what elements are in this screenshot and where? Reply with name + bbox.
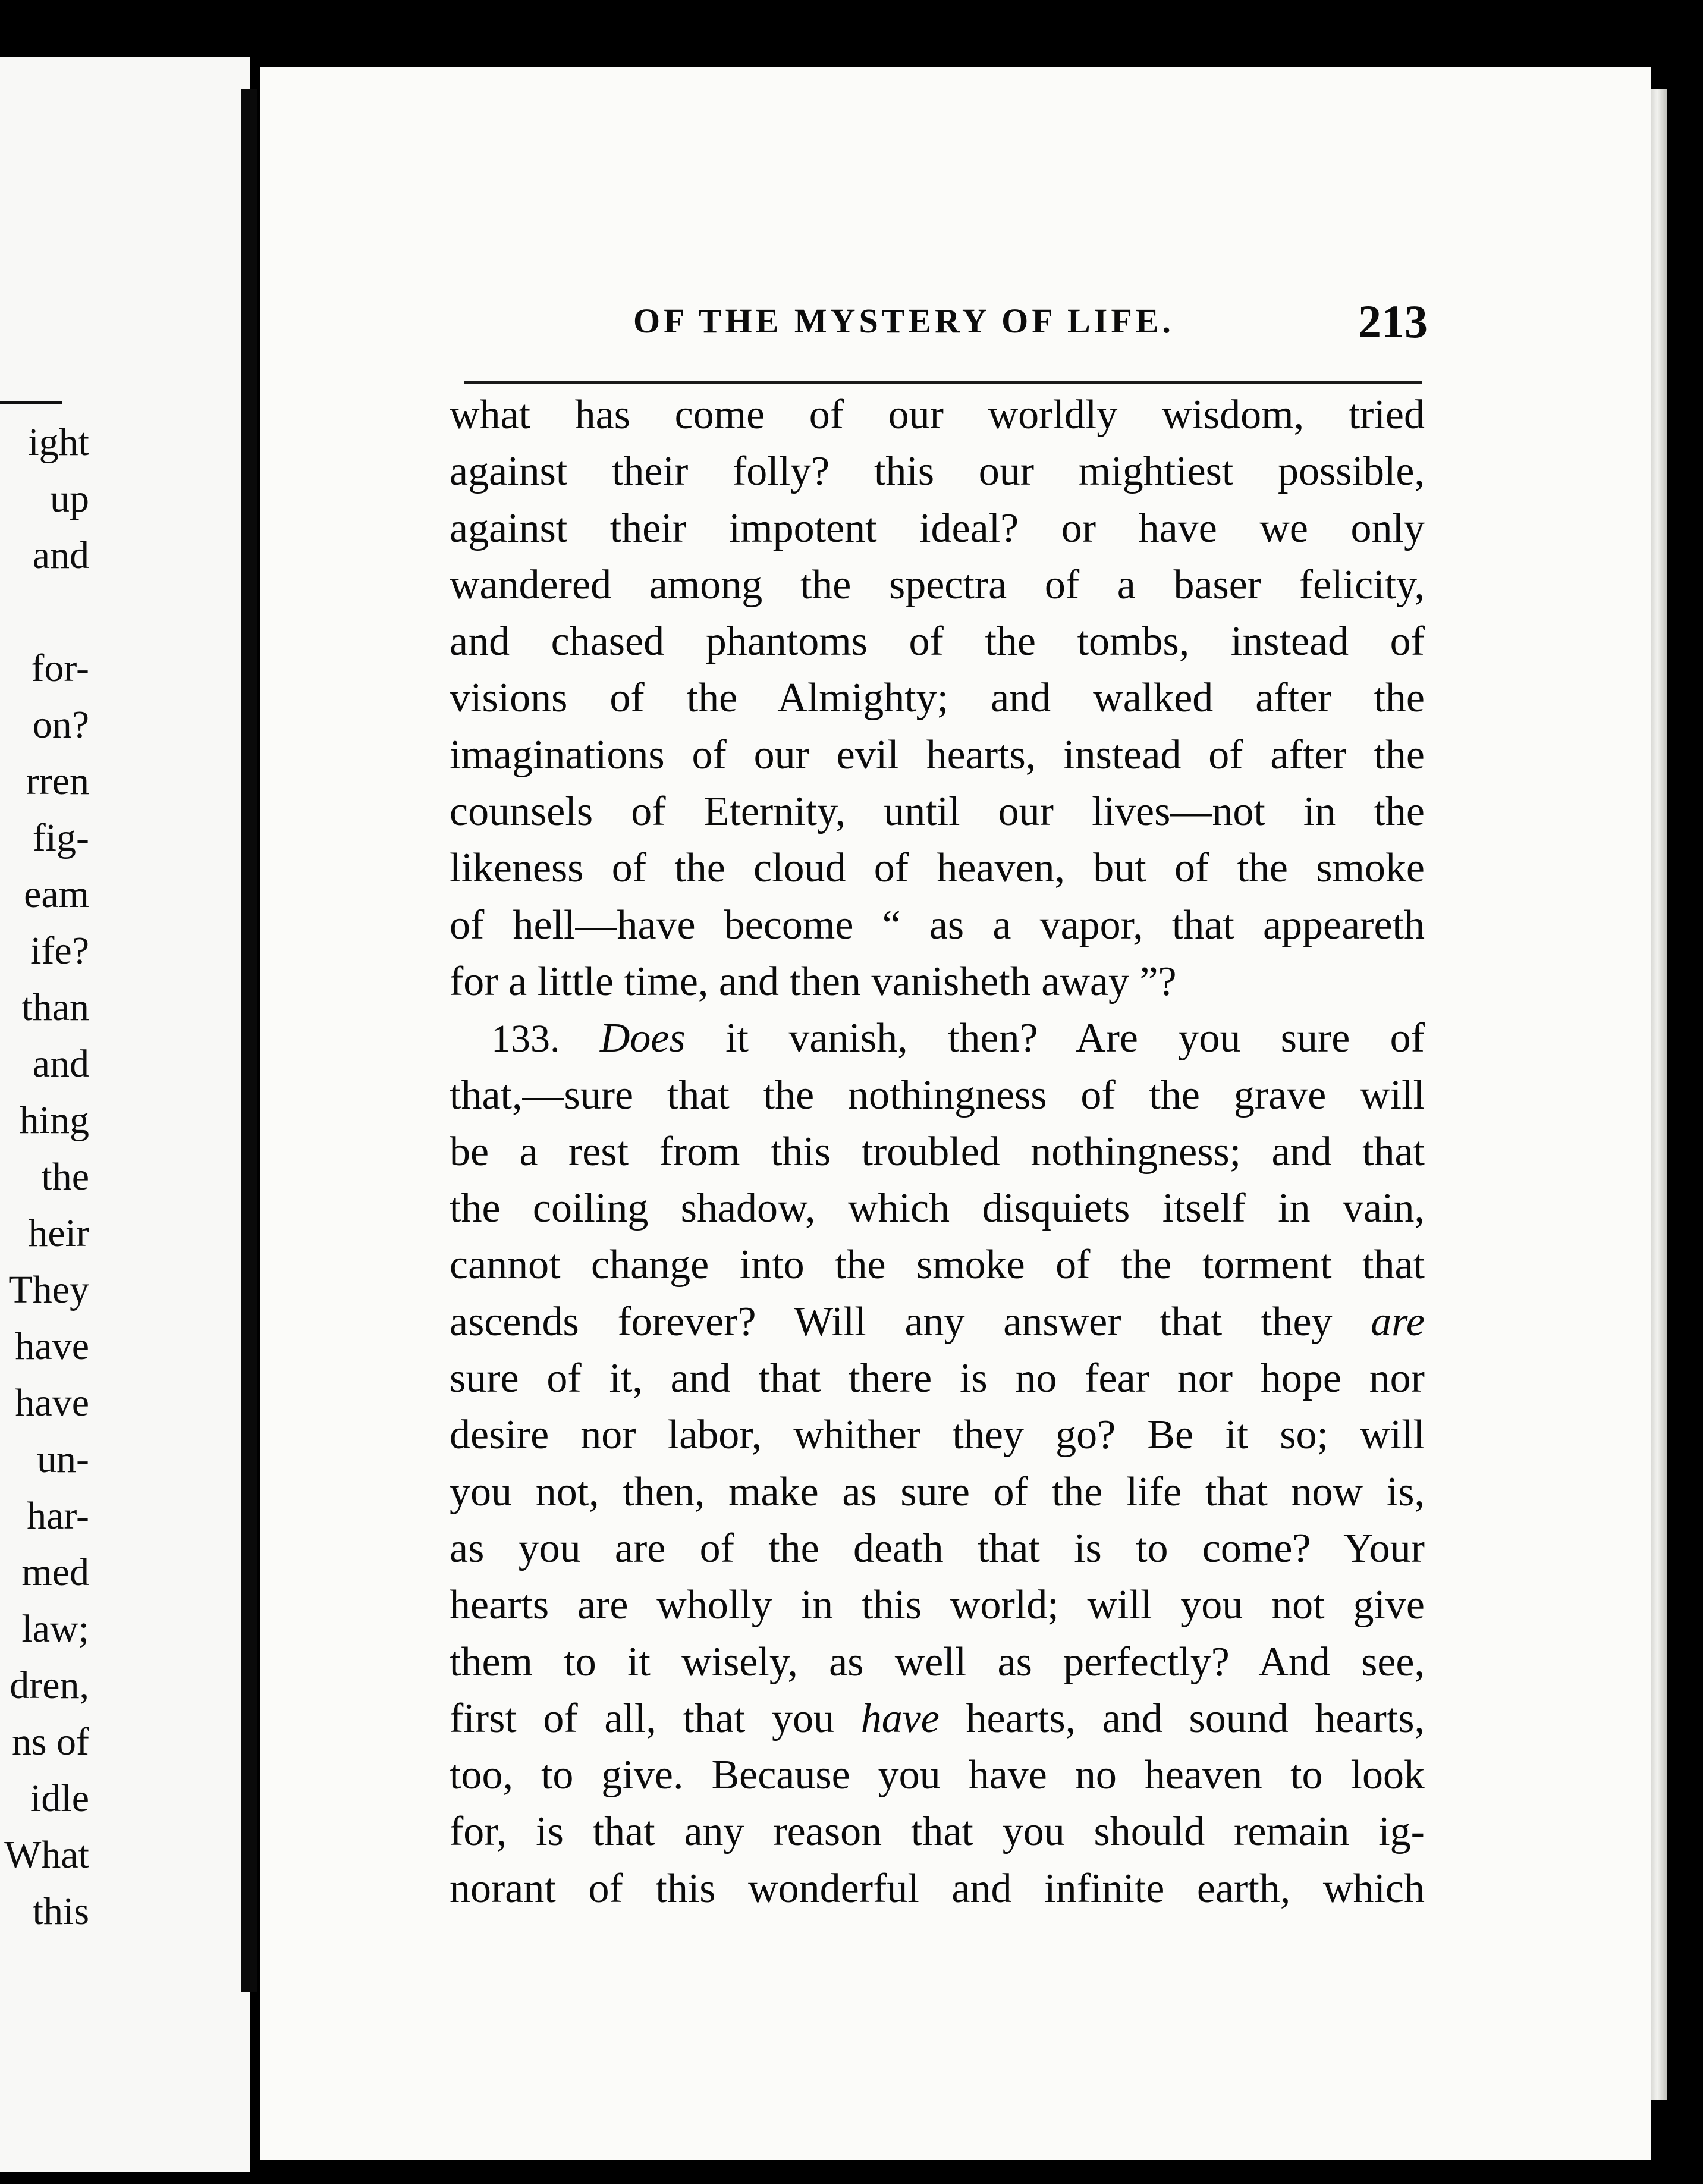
text-line: for, is that any reason that you should remain ig-	[450, 1809, 1425, 1855]
facing-line: than	[21, 986, 89, 1029]
facing-line: dren,	[10, 1664, 89, 1707]
facing-line: un-	[37, 1438, 89, 1481]
text-line: be a rest from this troubled nothingness; and that	[450, 1128, 1425, 1175]
facing-page-rule	[0, 401, 62, 404]
text-line: sure of it, and that there is no fear nor hope nor	[450, 1355, 1425, 1402]
facing-line: They	[8, 1268, 89, 1311]
page-number: 213	[1358, 296, 1428, 347]
text-line: that,—sure that the nothingness of the grave will	[450, 1072, 1425, 1118]
text-line: too, to give. Because you have no heaven to look	[450, 1752, 1425, 1799]
text-line: likeness of the cloud of heaven, but of the smoke	[450, 845, 1425, 892]
facing-line: har-	[27, 1494, 89, 1537]
page-header	[633, 295, 1428, 354]
facing-page-text	[0, 414, 89, 1940]
facing-line: on?	[32, 703, 89, 746]
facing-page	[0, 57, 250, 2172]
facing-line: What	[4, 1833, 89, 1877]
facing-line: rren	[26, 760, 89, 803]
facing-line: ns of	[11, 1720, 89, 1763]
header-rule	[464, 381, 1422, 384]
facing-line: this	[32, 1890, 89, 1933]
text-line-italic-are	[450, 1294, 1425, 1350]
text-line: you not, then, make as sure of the life that now is,	[450, 1468, 1425, 1515]
facing-line: the	[41, 1155, 89, 1198]
facing-line: and	[32, 534, 89, 577]
facing-line: idle	[30, 1777, 89, 1820]
paragraph-number: 133.	[491, 1017, 560, 1061]
italic-word: have	[860, 1695, 940, 1741]
text-line: and chased phantoms of the tombs, instead of	[450, 619, 1425, 665]
facing-line: med	[21, 1551, 89, 1594]
italic-word: Does	[599, 1015, 686, 1062]
text-line-italic-have	[450, 1690, 1425, 1747]
text-span: it vanish, then? Are you sure of	[685, 1015, 1425, 1062]
text-line: norant of this wonderful and infinite earth, which	[450, 1865, 1425, 1912]
text-line: desire nor labor, whither they go? Be it so; will	[450, 1412, 1425, 1458]
text-line: counsels of Eternity, until our lives—not in the	[450, 789, 1425, 835]
text-line: as you are of the death that is to come? Your	[450, 1525, 1425, 1571]
text-line: against their impotent ideal? or have we only	[450, 505, 1425, 551]
facing-line: fig-	[32, 816, 89, 859]
text-line: them to it wisely, as well as perfectly? And see,	[450, 1639, 1425, 1685]
facing-line: hing	[19, 1099, 89, 1142]
text-span: first of all, that you	[450, 1695, 861, 1741]
text-line: of hell—have become “ as a vapor, that appeareth	[450, 902, 1425, 948]
text-line: cannot change into the smoke of the torment that	[450, 1242, 1425, 1288]
paragraph-133-first-line	[450, 1010, 1425, 1066]
text-line: what has come of our worldly wisdom, tried	[450, 392, 1425, 438]
facing-line: ight	[28, 421, 89, 464]
text-line: the coiling shadow, which disquiets itself in vain,	[450, 1185, 1425, 1232]
body-text	[450, 387, 1425, 1917]
facing-line: up	[50, 477, 89, 520]
book-gutter	[241, 89, 257, 1992]
text-span: hearts, and sound hearts,	[939, 1695, 1425, 1741]
text-line: for a little time, and then vanisheth away ”?	[450, 958, 1177, 1005]
text-line: visions of the Almighty; and walked after the	[450, 675, 1425, 721]
facing-line: heir	[28, 1212, 89, 1255]
italic-word: are	[1371, 1298, 1425, 1345]
running-head: OF THE MYSTERY OF LIFE.	[633, 302, 1174, 340]
text-span: ascends forever? Will any answer that they	[450, 1298, 1371, 1345]
facing-line: have	[15, 1325, 89, 1368]
facing-line: and	[32, 1042, 89, 1085]
facing-line: ife?	[30, 929, 89, 972]
facing-line: eam	[24, 873, 89, 916]
facing-line: law;	[21, 1607, 89, 1650]
text-line: hearts are wholly in this world; will you not give	[450, 1582, 1425, 1628]
text-line: imaginations of our evil hearts, instead of after the	[450, 732, 1425, 778]
facing-line	[0, 583, 89, 640]
facing-line: have	[15, 1381, 89, 1424]
facing-line: for-	[31, 647, 89, 690]
text-line: against their folly? this our mightiest possible,	[450, 448, 1425, 495]
page-edge	[1651, 89, 1667, 2100]
text-line: wandered among the spectra of a baser felicity,	[450, 561, 1425, 608]
